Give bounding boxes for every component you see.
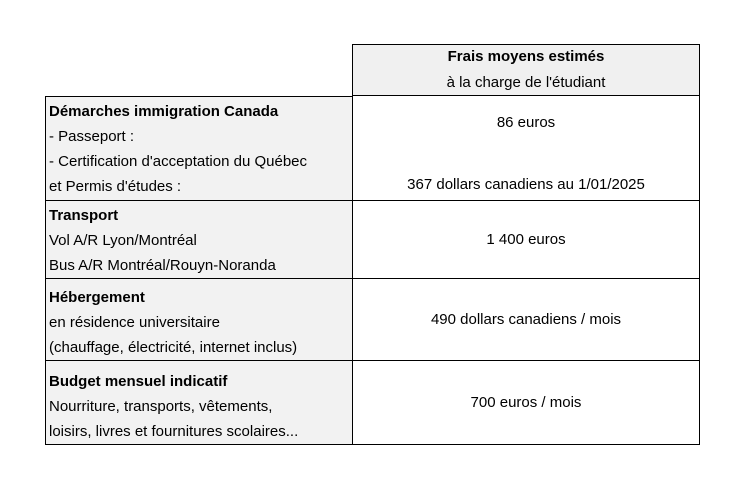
row-value: 700 euros / mois [470,394,582,411]
header-empty-cell [45,44,352,96]
row-value: 367 dollars canadiens au 1/01/2025 [407,176,645,193]
table-row [45,279,700,361]
row-label-cell [45,361,352,445]
row-value-cell [352,201,700,279]
row-line: (chauffage, électricité, internet inclus) [49,339,298,356]
row-value: 86 euros [496,114,556,131]
row-line: - Passeport : [49,128,135,145]
row-heading: Transport [49,207,119,224]
cost-table [45,44,700,445]
table-row [45,201,700,279]
row-label-cell [45,279,352,361]
row-line: Vol A/R Lyon/Montréal [49,232,197,249]
row-line: et Permis d'études : [49,178,182,195]
row-heading: Démarches immigration Canada [49,103,279,120]
row-line: loisirs, livres et fournitures scolaires... [49,423,299,440]
header-subtitle: à la charge de l'étudiant [446,74,606,91]
table-header-row [45,44,700,96]
row-label-cell [45,96,352,201]
row-line: Nourriture, transports, vêtements, [49,398,273,415]
header-cell [352,44,700,96]
row-value-cell [352,96,700,201]
row-value: 490 dollars canadiens / mois [430,311,622,328]
row-label-cell [45,201,352,279]
table-row [45,361,700,445]
row-line: en résidence universitaire [49,314,220,331]
row-heading: Budget mensuel indicatif [49,373,228,390]
row-value: 1 400 euros [486,231,566,248]
row-value-cell [352,279,700,361]
row-heading: Hébergement [49,289,145,306]
header-title: Frais moyens estimés [447,48,605,65]
row-line: - Certification d'acceptation du Québec [49,153,308,170]
row-line: Bus A/R Montréal/Rouyn-Noranda [49,257,276,274]
table-row [45,96,700,201]
row-value-cell [352,361,700,445]
